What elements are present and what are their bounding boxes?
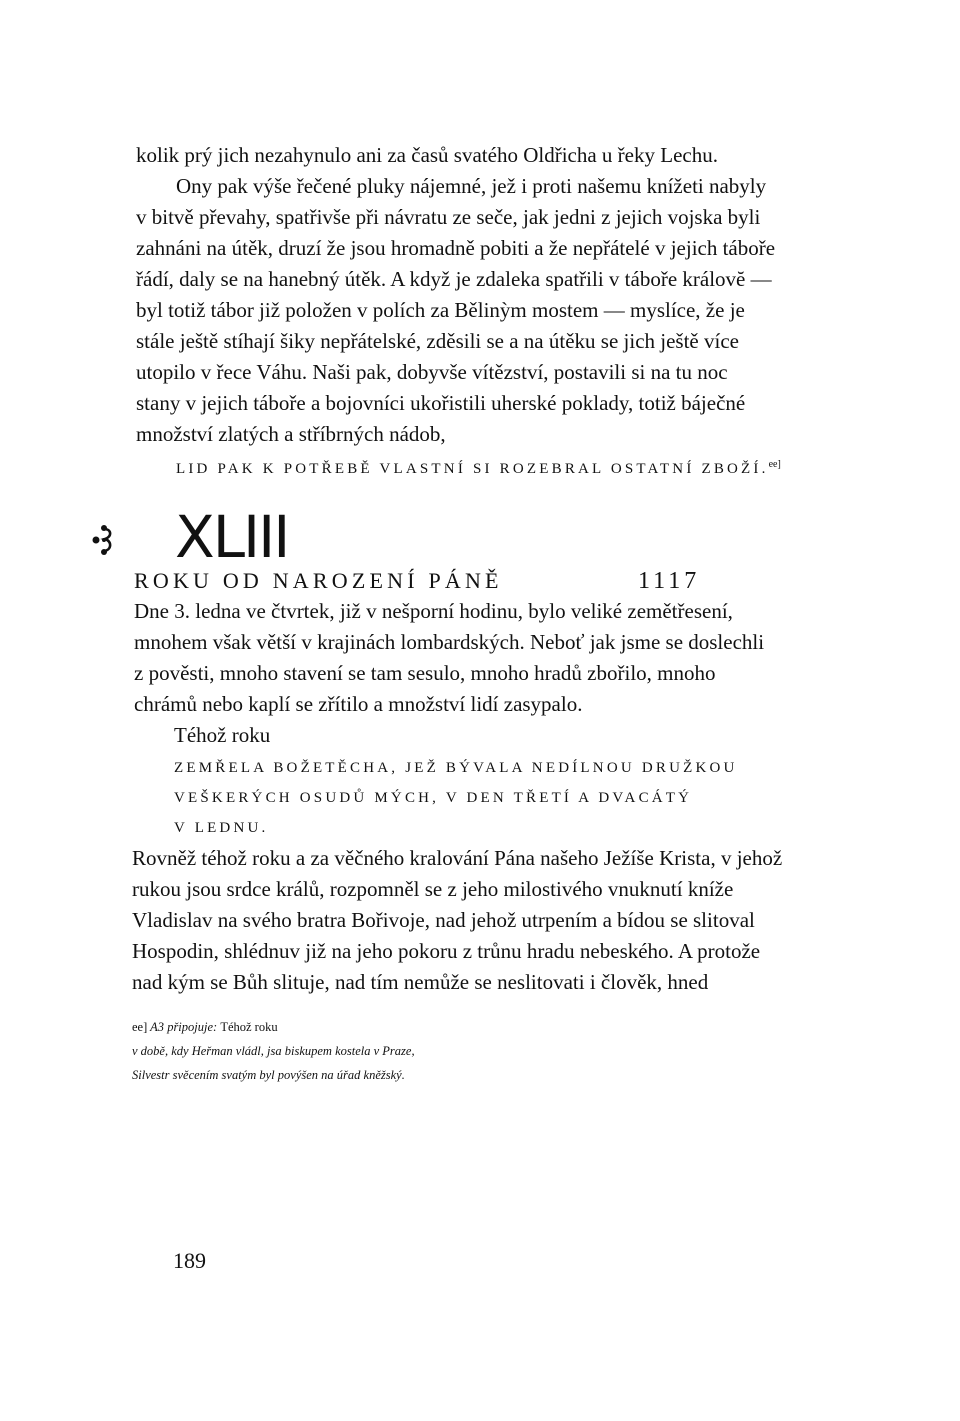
text-line: nad kým se Bůh slituje, nad tím nemůže se neslitovati i člověk, hned [132, 970, 709, 994]
text-line: rukou jsou srdce králů, rozpomněl se z jeho milostivého vnuknutí kníže [132, 877, 734, 901]
text-line: stále ještě stíhají šiky nepřátelské, zděsili se a na útěku se jich ještě více [136, 329, 739, 353]
small-caps-line [176, 455, 781, 479]
footnote-source: A3 [150, 1020, 165, 1034]
text-line: utopilo v řece Váhu. Naši pak, dobyvše vítězství, postavili si na tu noc [136, 360, 728, 384]
text-line: Vladislav na svého bratra Bořivoje, nad jehož utrpením a bídou se slitoval [132, 908, 755, 932]
chapter-year: 1117 [638, 568, 701, 594]
text-line: mnohem však větší v krajinách lombardských. Neboť jak jsme se doslechli [134, 630, 765, 654]
footnote-marker: ee] [132, 1020, 148, 1034]
small-caps-line: VEŠKERÝCH OSUDŮ MÝCH, V DEN TŘETÍ A DVACÁTÝ [174, 790, 693, 806]
page-number: 189 [173, 1248, 206, 1273]
text-line: řádí, daly se na hanebný útěk. A když je zdaleka spatřili v táboře královĕ — [136, 267, 772, 291]
text-line: Rovněž téhož roku a za věčného kralování Pána našeho Ježíše Krista, v jehož [132, 846, 783, 870]
text-line: z pověsti, mnoho stavení se tam sesulo, mnoho hradů zbořilo, mnoho [134, 661, 716, 685]
text-line: byl totiž tábor již položen v polích za Bělinỳm mostem — myslíce, že je [136, 298, 745, 322]
text-line: Dne 3. ledna ve čtvrtek, již v nešporní hodinu, bylo veliké zemětřesení, [134, 599, 733, 623]
chapter-number: XLIII [175, 503, 289, 571]
text-line: v bitvě převahy, spatřivše při návratu ze seče, jak jedni z jejich vojska byli [136, 205, 761, 229]
fleuron-ornament-icon [90, 520, 120, 560]
text-line: Ony pak výše řečené pluky nájemné, jež i proti našemu knížeti nabyly [176, 174, 767, 198]
chapter-heading: ROKU OD NAROZENÍ PÁNĚ [134, 568, 503, 593]
footnote-reference: ee] [768, 459, 781, 470]
text-line: kolik prý jich nezahynulo ani za časů svatého Oldřicha u řeky Lechu. [136, 143, 718, 167]
footnote-line [132, 1018, 278, 1036]
footnote-line: Silvestr svěcením svatým byl povýšen na úřad kněžský. [132, 1068, 405, 1082]
text-line: stany v jejich táboře a bojovníci ukořistili uherské poklady, totiž báječné [136, 391, 746, 415]
same-year-line: Téhož roku [174, 723, 271, 747]
text-line: zahnáni na útěk, druzí že jsou hromadně pobiti a že nepřátelé v jejich táboře [136, 236, 776, 260]
text-line: Hospodin, shlédnuv již na jeho pokoru z trůnu hradu nebeského. A protože [132, 939, 761, 963]
small-caps-line: V LEDNU. [174, 820, 269, 836]
footnote-line: v době, kdy Heřman vládl, jsa biskupem kostela v Praze, [132, 1044, 415, 1058]
text-line: množství zlatých a stříbrných nádob, [136, 422, 446, 446]
small-caps-line: ZEMŘELA BOŽETĚCHA, JEŽ BÝVALA NEDÍLNOU DRUŽKOU [174, 760, 738, 776]
footnote-quote: Téhož roku [220, 1020, 278, 1034]
small-caps-text: LID PAK K POTŘEBĚ VLASTNÍ SI ROZEBRAL OSTATNÍ ZBOŽÍ. [176, 461, 769, 477]
text-line: chrámů nebo kaplí se zřítilo a množství lidí zasypalo. [134, 692, 583, 716]
footnote-verb: připojuje: [167, 1020, 218, 1034]
